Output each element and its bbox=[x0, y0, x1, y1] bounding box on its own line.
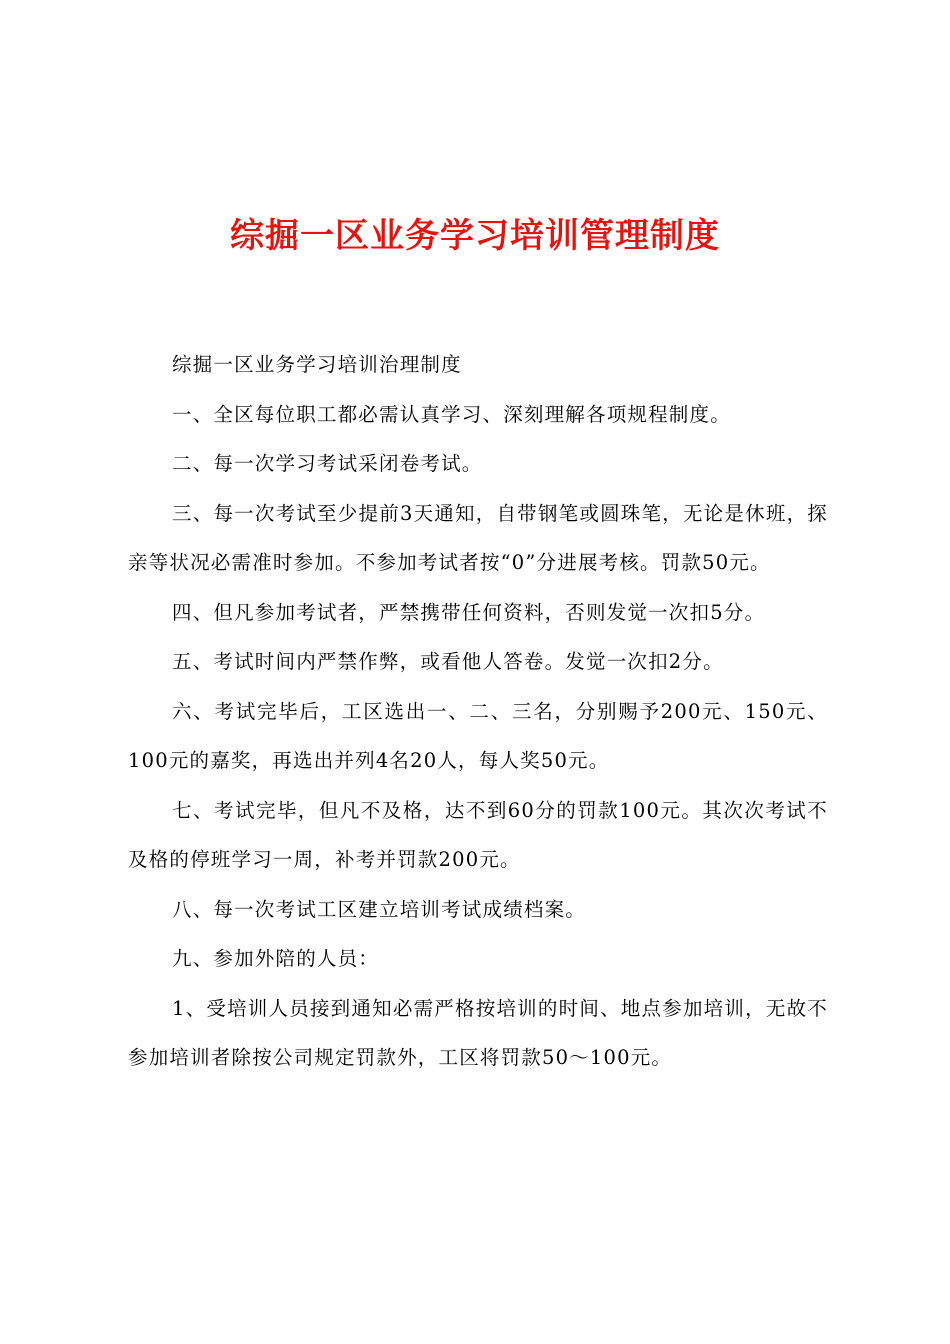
paragraph-8: 八、每一次考试工区建立培训考试成绩档案。 bbox=[172, 897, 587, 921]
paragraph-3: 三、每一次考试至少提前3天通知，自带钢笔或圆珠笔，无论是休班，探亲等状况必需准时参加。不参加考试者按“0”分进展考核。罚款50元。 bbox=[128, 501, 828, 574]
paragraph-1: 一、全区每位职工都必需认真学习、深刻理解各项规程制度。 bbox=[172, 402, 731, 426]
paragraph-9: 九、参加外陪的人员： bbox=[172, 947, 380, 970]
document-title: 综掘一区业务学习培训管理制度 bbox=[230, 216, 720, 256]
paragraph-2: 二、每一次学习考试采闭卷考试。 bbox=[172, 452, 483, 475]
paragraph-heading: 综掘一区业务学习培训治理制度 bbox=[172, 353, 462, 376]
paragraph-7: 七、考试完毕，但凡不及格，达不到60分的罚款100元。其次次考试不及格的停班学习一周，补考并罚款200元。 bbox=[128, 798, 828, 871]
paragraph-5: 五、考试时间内严禁作弊，或看他人答卷。发觉一次扣2分。 bbox=[172, 650, 724, 673]
document-body bbox=[128, 340, 828, 1083]
paragraph-6: 六、考试完毕后，工区选出一、二、三名，分别赐予200元、150元、100元的嘉奖，再选出并列4名20人，每人奖50元。 bbox=[128, 699, 828, 772]
paragraph-4: 四、但凡参加考试者，严禁携带任何资料，否则发觉一次扣5分。 bbox=[172, 600, 766, 624]
paragraph-9-1: 1、受培训人员接到通知必需严格按培训的时间、地点参加培训，无故不参加培训者除按公司规定罚款外，工区将罚款50～100元。 bbox=[128, 996, 828, 1069]
